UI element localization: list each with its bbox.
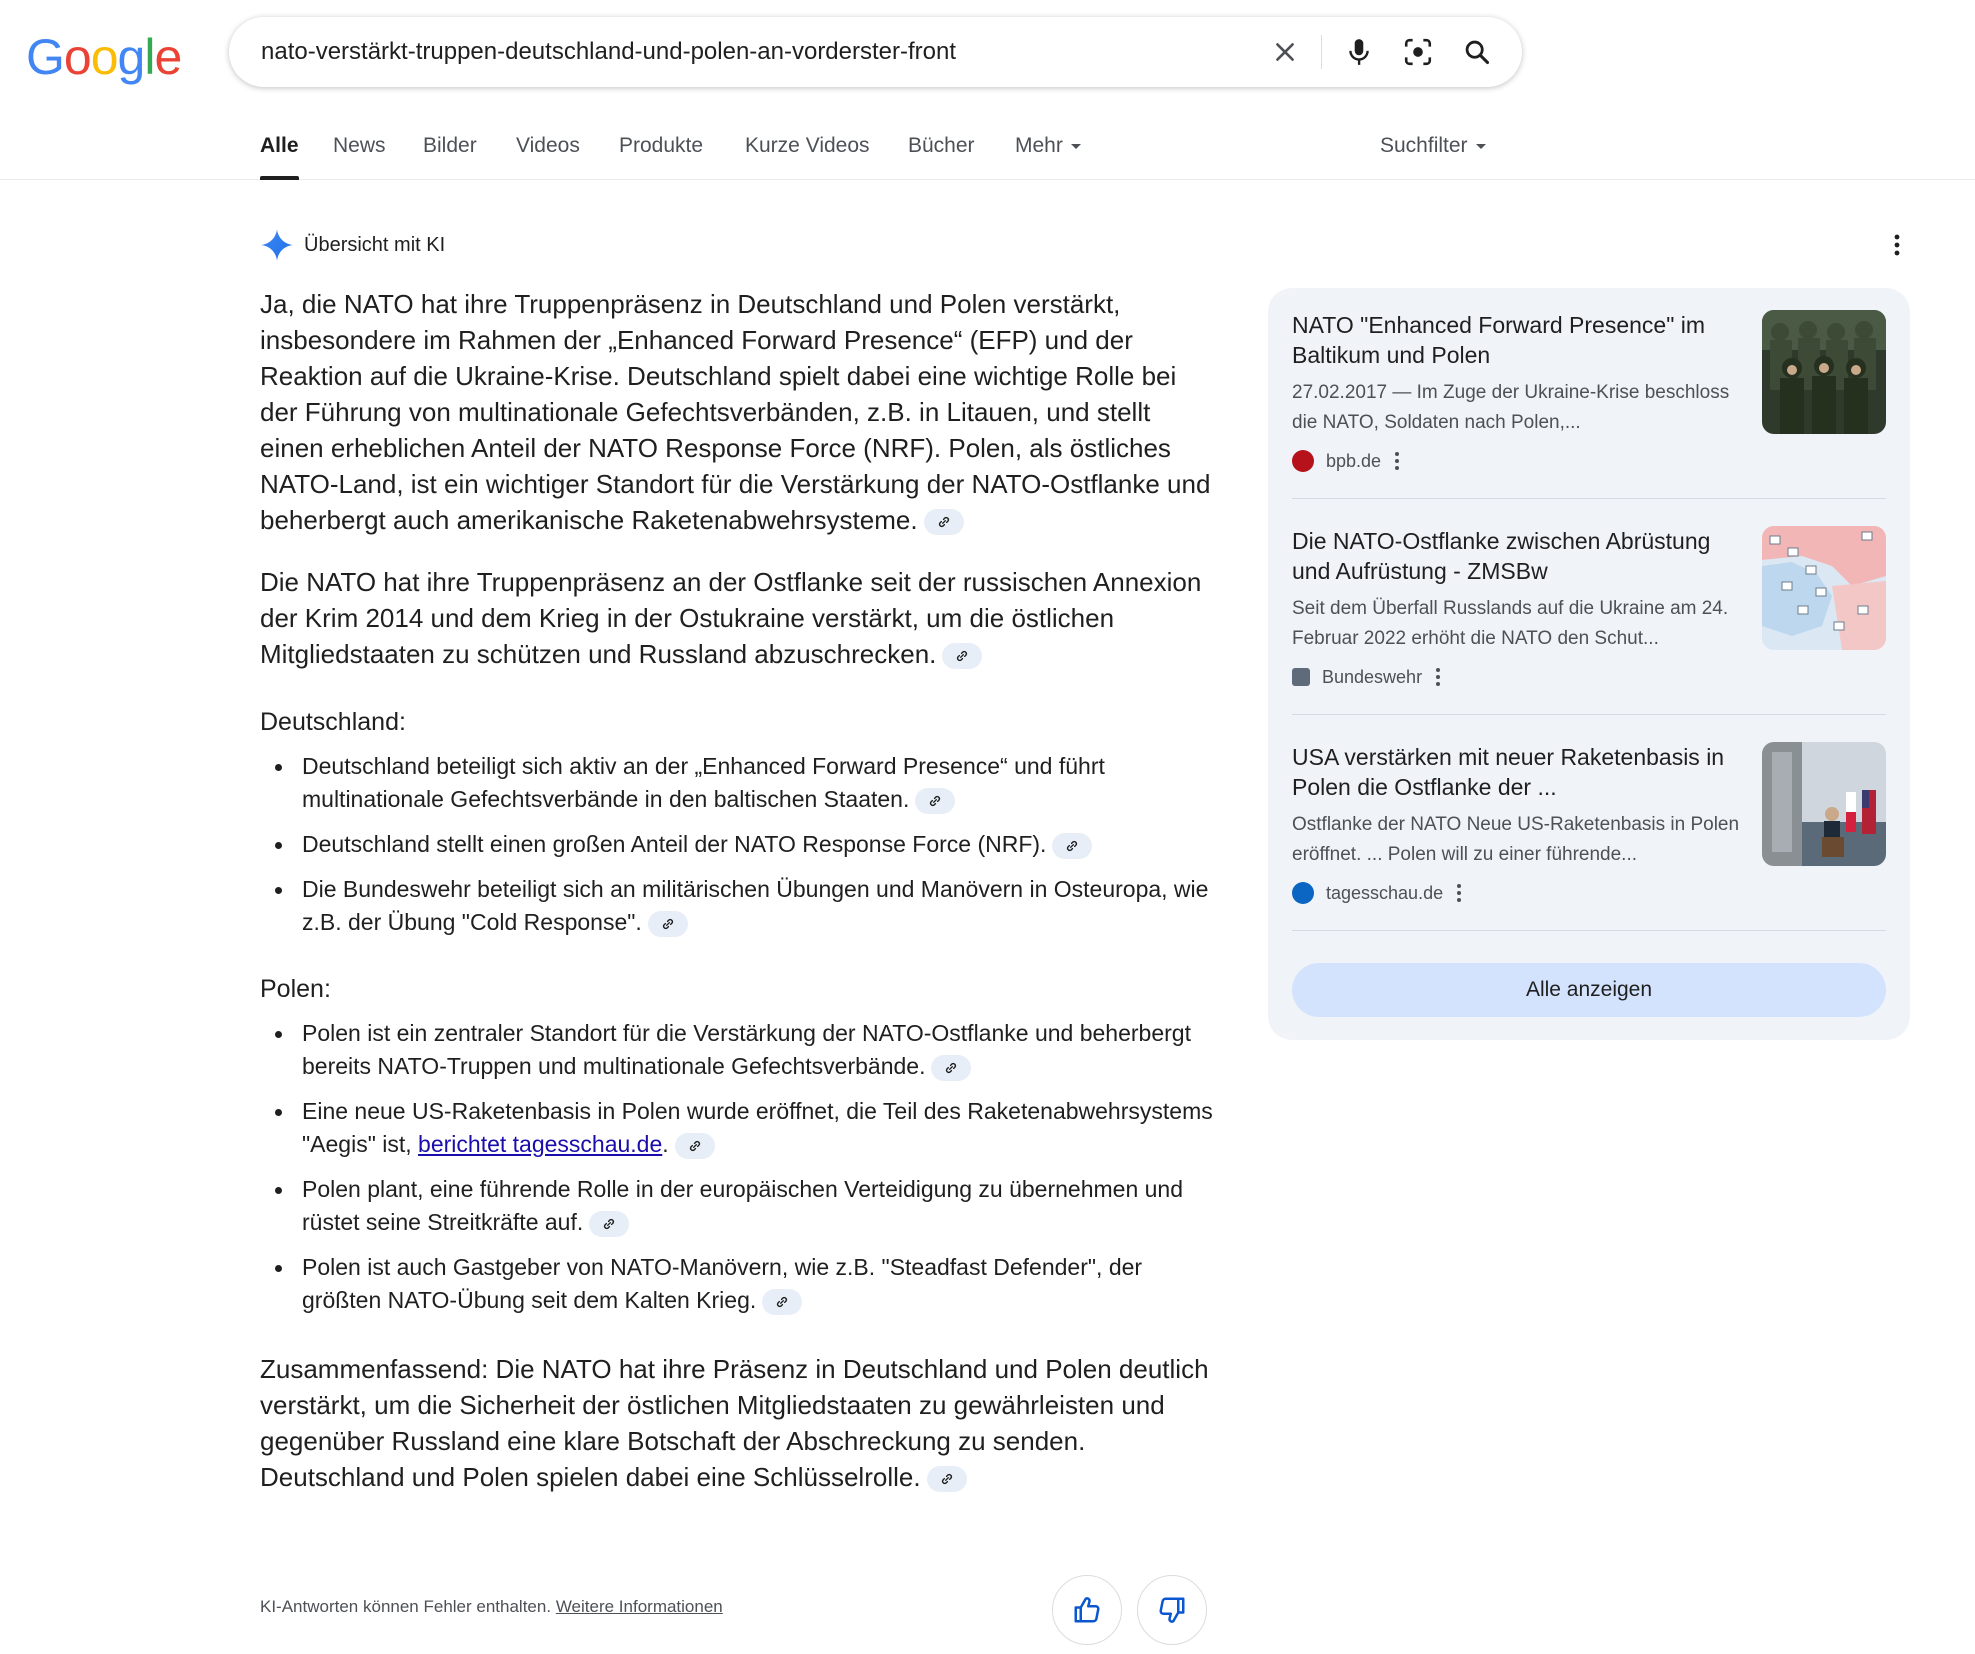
bundeswehr-favicon-icon bbox=[1292, 668, 1310, 686]
ai-paragraph bbox=[260, 564, 1220, 672]
ai-paragraph-text: Die NATO hat ihre Truppenpräsenz an der Ostflanke seit der russischen Annexion der Krim 2014 und dem Krieg in der Ostukraine verstärkt, um die östlichen Mitgliedstaaten zu schützen und Russland abzuschrecken. bbox=[260, 567, 1202, 669]
source-thumbnail-soldiers bbox=[1762, 310, 1886, 434]
search-divider bbox=[1321, 35, 1322, 69]
logo-letter: G bbox=[26, 29, 64, 85]
list-item bbox=[260, 1173, 1220, 1239]
chevron-down-icon bbox=[1476, 144, 1486, 149]
citation-link-icon[interactable] bbox=[1052, 833, 1092, 859]
citation-link-icon[interactable] bbox=[942, 643, 982, 669]
source-card[interactable] bbox=[1292, 310, 1886, 490]
search-filter-label: Suchfilter bbox=[1380, 134, 1468, 157]
ai-overview-header bbox=[260, 227, 445, 263]
search-input[interactable]: nato-verstärkt-truppen-deutschland-und-polen-an-vorderster-front bbox=[261, 38, 957, 65]
list-item bbox=[260, 1017, 1220, 1083]
bullet-list-deutschland bbox=[260, 750, 1220, 939]
tab-news[interactable]: News bbox=[333, 134, 386, 157]
ai-overview-title: Übersicht mit KI bbox=[304, 233, 446, 256]
source-thumbnail-ceremony bbox=[1762, 742, 1886, 866]
list-item-text: Deutschland beteiligt sich aktiv an der „Enhanced Forward Presence“ und führt multinationale Gefechtsverbände in den baltischen Staaten. bbox=[302, 753, 1105, 812]
tab-mehr-label: Mehr bbox=[1015, 134, 1063, 157]
source-name: tagesschau.de bbox=[1326, 882, 1444, 903]
bullet-list-polen bbox=[260, 1017, 1220, 1317]
section-heading-deutschland: Deutschland: bbox=[260, 708, 406, 736]
citation-link-icon[interactable] bbox=[589, 1211, 629, 1237]
source-card-snippet: 27.02.2017 — Im Zuge der Ukraine-Krise beschloss die NATO, Soldaten nach Polen,... bbox=[1292, 382, 1730, 433]
more-options-icon[interactable] bbox=[1457, 884, 1461, 902]
source-card[interactable] bbox=[1292, 526, 1886, 706]
tab-mehr[interactable] bbox=[1015, 134, 1081, 180]
citation-link-icon[interactable] bbox=[927, 1466, 967, 1492]
citation-link-icon[interactable] bbox=[915, 788, 955, 814]
more-options-icon[interactable] bbox=[1436, 668, 1440, 686]
source-card-source bbox=[1292, 880, 1461, 906]
sources-panel bbox=[1268, 288, 1910, 1040]
ai-overview-body bbox=[260, 286, 1220, 1495]
tagesschau-favicon-icon bbox=[1292, 882, 1314, 904]
search-filter-button[interactable] bbox=[1380, 134, 1486, 180]
list-item-text: Polen ist ein zentraler Standort für die Verstärkung der NATO-Ostflanke und beherbergt bereits NATO-Truppen und multinationale Gefechtsverbände. bbox=[302, 1020, 1191, 1079]
microphone-icon[interactable] bbox=[1339, 32, 1379, 72]
more-options-icon[interactable] bbox=[1395, 452, 1399, 470]
source-card-source bbox=[1292, 448, 1399, 474]
tab-alle[interactable]: Alle bbox=[260, 134, 299, 180]
logo-letter: l bbox=[144, 29, 155, 85]
citation-link-icon[interactable] bbox=[675, 1133, 715, 1159]
source-name: bpb.de bbox=[1326, 450, 1382, 471]
source-name: Bundeswehr bbox=[1322, 666, 1423, 687]
search-icon[interactable] bbox=[1457, 32, 1497, 72]
citation-link-icon[interactable] bbox=[924, 509, 964, 535]
tagesschau-inline-link[interactable]: berichtet tagesschau.de bbox=[418, 1131, 663, 1157]
more-options-icon[interactable] bbox=[1882, 230, 1912, 260]
source-card-title: USA verstärken mit neuer Raketenbasis in Polen die Ostflanke der ... bbox=[1292, 744, 1725, 800]
list-item-text: Polen plant, eine führende Rolle in der europäischen Verteidigung zu übernehmen und rüstet seine Streitkräfte auf. bbox=[302, 1176, 1184, 1235]
show-all-button[interactable]: Alle anzeigen bbox=[1292, 963, 1886, 1017]
gemini-sparkle-icon bbox=[260, 228, 294, 262]
disclaimer-text: KI-Antworten können Fehler enthalten. bbox=[260, 1597, 552, 1616]
logo-letter: o bbox=[63, 29, 91, 85]
source-card-title: Die NATO-Ostflanke zwischen Abrüstung und Aufrüstung - ZMSBw bbox=[1292, 528, 1711, 584]
ai-paragraph-text: Ja, die NATO hat ihre Truppenpräsenz in Deutschland und Polen verstärkt, insbesondere im Rahmen der „Enhanced Forward Presence“ (EFP) und der Reaktion auf die Ukraine-Krise. Deutschland spielt dabei eine wichtige Rolle bei der Führung von multinationale Gefechtsverbänden, z.B. in Litauen, und stellt einen erheblichen Anteil der NATO Response Force (NRF). Polen, als östliches NATO-Land, ist ein wichtiger Standort für die Verstärkung der NATO-Ostflanke und beherbergt auch amerikanische Raketenabwehrsysteme. bbox=[260, 289, 1211, 535]
ai-disclaimer bbox=[260, 1597, 723, 1617]
tab-kurze-videos[interactable]: Kurze Videos bbox=[745, 134, 870, 157]
citation-link-icon[interactable] bbox=[931, 1055, 971, 1081]
source-card-snippet: Ostflanke der NATO Neue US-Raketenbasis in Polen eröffnet. ... Polen will zu einer führende... bbox=[1292, 814, 1740, 865]
ai-summary-text: Zusammenfassend: Die NATO hat ihre Präsenz in Deutschland und Polen deutlich verstärkt, um die Sicherheit der östlichen Mitgliedstaaten zu gewährleisten und gegenüber Russland eine klare Botschaft der Abschreckung zu senden. Deutschland und Polen spielen dabei eine Schlüsselrolle. bbox=[260, 1354, 1209, 1492]
list-item bbox=[260, 1095, 1220, 1161]
citation-link-icon[interactable] bbox=[762, 1289, 802, 1315]
list-item-text: Die Bundeswehr beteiligt sich an militärischen Übungen und Manövern in Osteuropa, wie z.B. der Übung "Cold Response". bbox=[302, 876, 1209, 935]
card-divider bbox=[1292, 498, 1886, 499]
thumbs-down-button[interactable] bbox=[1137, 1575, 1207, 1645]
lens-icon[interactable] bbox=[1398, 32, 1438, 72]
search-tabs bbox=[0, 120, 1975, 180]
search-bar[interactable] bbox=[229, 17, 1522, 87]
source-card-source bbox=[1292, 664, 1440, 690]
card-divider bbox=[1292, 714, 1886, 715]
list-item bbox=[260, 750, 1220, 816]
list-item bbox=[260, 873, 1220, 939]
tab-bilder[interactable]: Bilder bbox=[423, 134, 477, 157]
tab-buecher[interactable]: Bücher bbox=[908, 134, 975, 157]
logo-letter: e bbox=[154, 29, 182, 85]
thumbs-down-icon bbox=[1157, 1595, 1187, 1625]
list-item-text: Polen ist auch Gastgeber von NATO-Manövern, wie z.B. "Steadfast Defender", der größten NATO-Übung seit dem Kalten Krieg. bbox=[302, 1254, 1143, 1313]
list-item-text: Eine neue US-Raketenbasis in Polen wurde eröffnet, die Teil des Raketenabwehrsystems "Aegis" ist, bbox=[302, 1098, 1213, 1157]
bpb-favicon-icon bbox=[1292, 450, 1314, 472]
thumbs-up-button[interactable] bbox=[1052, 1575, 1122, 1645]
logo-letter: g bbox=[117, 29, 145, 85]
source-card-title: NATO "Enhanced Forward Presence" im Baltikum und Polen bbox=[1292, 312, 1706, 368]
card-divider bbox=[1292, 930, 1886, 931]
google-logo[interactable] bbox=[26, 28, 181, 86]
close-icon[interactable] bbox=[1265, 32, 1305, 72]
logo-letter: o bbox=[90, 29, 118, 85]
tab-videos[interactable]: Videos bbox=[516, 134, 580, 157]
more-info-link[interactable]: Weitere Informationen bbox=[555, 1597, 723, 1616]
list-item bbox=[260, 1251, 1220, 1317]
ai-summary bbox=[260, 1351, 1220, 1495]
thumbs-up-icon bbox=[1072, 1595, 1102, 1625]
chevron-down-icon bbox=[1071, 144, 1081, 149]
list-item-text: Deutschland stellt einen großen Anteil der NATO Response Force (NRF). bbox=[302, 831, 1047, 857]
tab-produkte[interactable]: Produkte bbox=[619, 134, 704, 157]
section-heading-polen: Polen: bbox=[260, 975, 331, 1003]
list-item-text: . bbox=[662, 1131, 669, 1157]
source-card-snippet: Seit dem Überfall Russlands auf die Ukraine am 24. Februar 2022 erhöht die NATO den Schut... bbox=[1292, 598, 1729, 649]
source-thumbnail-map bbox=[1762, 526, 1886, 650]
list-item bbox=[260, 828, 1220, 861]
citation-link-icon[interactable] bbox=[648, 911, 688, 937]
ai-paragraph bbox=[260, 286, 1220, 538]
source-card[interactable] bbox=[1292, 742, 1886, 922]
